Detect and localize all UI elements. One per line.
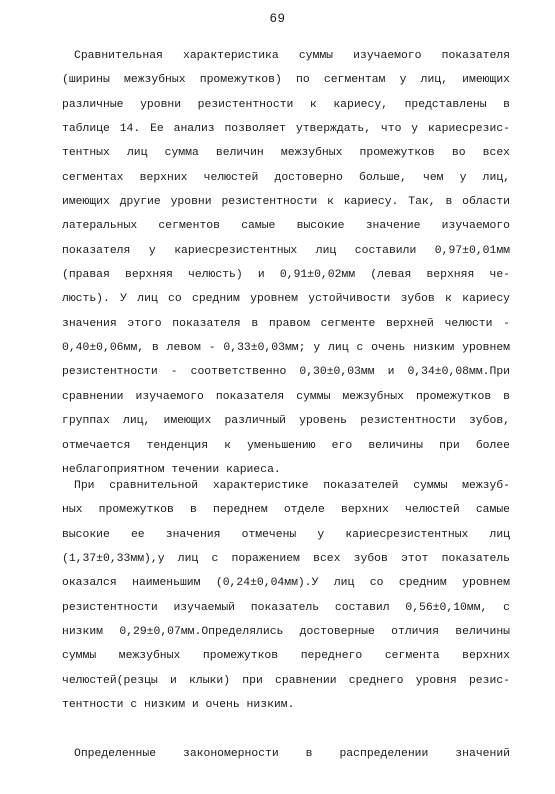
text-line: низким 0,29±0,07мм.Определялись достоверные отличия величины — [62, 626, 510, 639]
text-line: показателя у кариесрезистентных лиц составили 0,97±0,01мм — [62, 244, 510, 257]
paragraph-3 — [62, 742, 510, 766]
text-line: различные уровни резистентности к кариесу, представлены в — [62, 98, 510, 111]
text-line: группах лиц, имеющих различный уровень резистентности зубов, — [62, 415, 510, 428]
text-line: (ширины межзубных промежутков) по сегментам у лиц, имеющих — [62, 74, 510, 87]
paragraph-1 — [62, 44, 510, 482]
text-line: сравнении изучаемого показателя суммы межзубных промежутков в — [62, 390, 510, 403]
text-line: оказался наименьшим (0,24±0,04мм).У лиц со средним уровнем — [62, 577, 510, 590]
text-line: латеральных сегментов самые высокие значение изучаемого — [62, 220, 510, 233]
text-line: (1,37±0,33мм),у лиц с поражением всех зубов этот показатель — [62, 553, 510, 566]
text-line: тентных лиц сумма величин межзубных промежутков во всех — [62, 147, 510, 160]
text-line: высокие ее значения отмечены у кариесрезистентных лиц — [62, 528, 510, 541]
text-line: таблице 14. Ее анализ позволяет утверждать, что у кариесрезис- — [62, 123, 510, 136]
text-line: резистентности - соответственно 0,30±0,03мм и 0,34±0,08мм.При — [62, 366, 510, 379]
paragraph-2 — [62, 474, 510, 717]
text-line: (правая верхняя челюсть) и 0,91±0,02мм (левая верхняя че- — [62, 269, 510, 282]
text-line: суммы межзубных промежутков переднего сегмента верхних — [62, 650, 510, 663]
text-line: значения этого показателя в правом сегменте верхней челюсти - — [62, 317, 510, 330]
text-line: ных промежутков в переднем отделе верхних челюстей самые — [62, 504, 510, 517]
text-line: отмечается тенденция к уменьшению его величины при более — [62, 439, 510, 452]
text-line: Определенные закономерности в распределении значений — [74, 748, 510, 760]
text-line: При сравнительной характеристике показателей суммы межзуб- — [74, 480, 510, 492]
text-line: люсть). У лиц со средним уровнем устойчивости зубов к кариесу — [62, 293, 510, 306]
text-line: имеющих другие уровни резистентности к кариесу. Так, в области — [62, 196, 510, 209]
text-line: сегментах верхних челюстей достоверно больше, чем у лиц, — [62, 171, 510, 184]
text-line: тентности с низким и очень низким. — [62, 699, 295, 712]
page-number: 69 — [269, 12, 286, 26]
text-line: челюстей(резцы и клыки) при сравнении среднего уровня резис- — [62, 674, 510, 687]
text-line: Сравнительная характеристика суммы изучаемого показателя — [74, 50, 510, 62]
text-line: резистентности изучаемый показатель составил 0,56±0,10мм, с — [62, 601, 510, 614]
text-line: 0,40±0,06мм, в левом - 0,33±0,03мм; у лиц с очень низким уровнем — [62, 342, 510, 355]
text-line: неблагоприятном течении кариеса. — [62, 463, 281, 476]
